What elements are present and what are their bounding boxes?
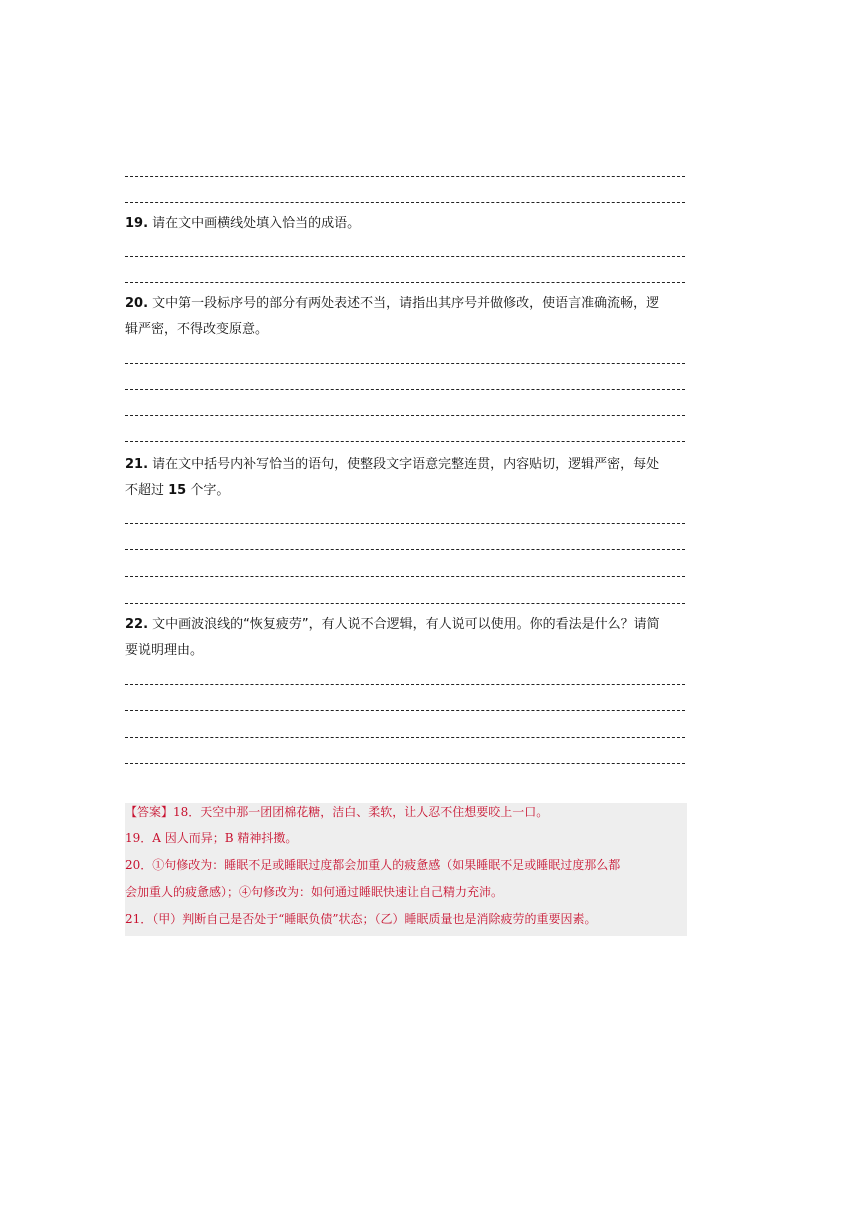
answer-line-19: 19．A 因人而异；B 精神抖擞。	[125, 831, 298, 845]
answer-line	[125, 441, 685, 442]
question-text: 文中第一段标序号的部分有两处表述不当，请指出其序号并做修改，使语言准确流畅，逻	[152, 296, 660, 311]
answer-line	[125, 256, 685, 257]
question-number: 22.	[125, 617, 149, 632]
question-text-cont: 要说明理由。	[125, 643, 204, 658]
answer-line	[125, 202, 685, 203]
question-number: 19.	[125, 216, 149, 231]
question-number: 20.	[125, 296, 149, 311]
question-21	[125, 452, 690, 504]
question-text: 请在文中括号内补写恰当的语句，使整段文字语意完整连贯，内容贴切，逻辑严密，每处	[152, 457, 660, 472]
question-22	[125, 612, 690, 664]
question-text-cont: 辑严密，不得改变原意。	[125, 322, 269, 337]
answer-line-21: 21．（甲）判断自己是否处于“睡眠负债”状态；（乙）睡眠质量也是消除疲劳的重要因素。	[125, 912, 597, 926]
answer-line	[125, 763, 685, 764]
answer-line	[125, 684, 685, 685]
answer-line	[125, 415, 685, 416]
answer-line	[125, 603, 685, 604]
answer-line-20-cont: 会加重人的疲惫感）；④句修改为：如何通过睡眠快速让自己精力充沛。	[125, 885, 504, 899]
question-text: 请在文中画横线处填入恰当的成语。	[152, 216, 361, 231]
answer-line-20: 20．①句修改为：睡眠不足或睡眠过度都会加重人的疲惫感（如果睡眠不足或睡眠过度那么都	[125, 858, 621, 872]
question-19	[125, 211, 690, 237]
answer-line	[125, 282, 685, 283]
question-number: 21.	[125, 457, 149, 472]
char-limit: 15	[168, 483, 187, 498]
answer-line-18: 【答案】18．天空中那一团团棉花糖，洁白、柔软，让人忍不住想要咬上一口。	[125, 805, 549, 819]
answer-line	[125, 363, 685, 364]
question-text: 文中画波浪线的“恢复疲劳”，有人说不合逻辑，有人说可以使用。你的看法是什么？请简	[152, 617, 660, 632]
answer-line	[125, 523, 685, 524]
answer-line	[125, 737, 685, 738]
answer-line	[125, 176, 685, 177]
answer-line	[125, 549, 685, 550]
answer-line	[125, 710, 685, 711]
question-20	[125, 291, 690, 343]
answer-line	[125, 576, 685, 577]
question-text-cont: 不超过	[125, 483, 169, 498]
answer-line	[125, 389, 685, 390]
question-text-cont: 个字。	[186, 483, 230, 498]
